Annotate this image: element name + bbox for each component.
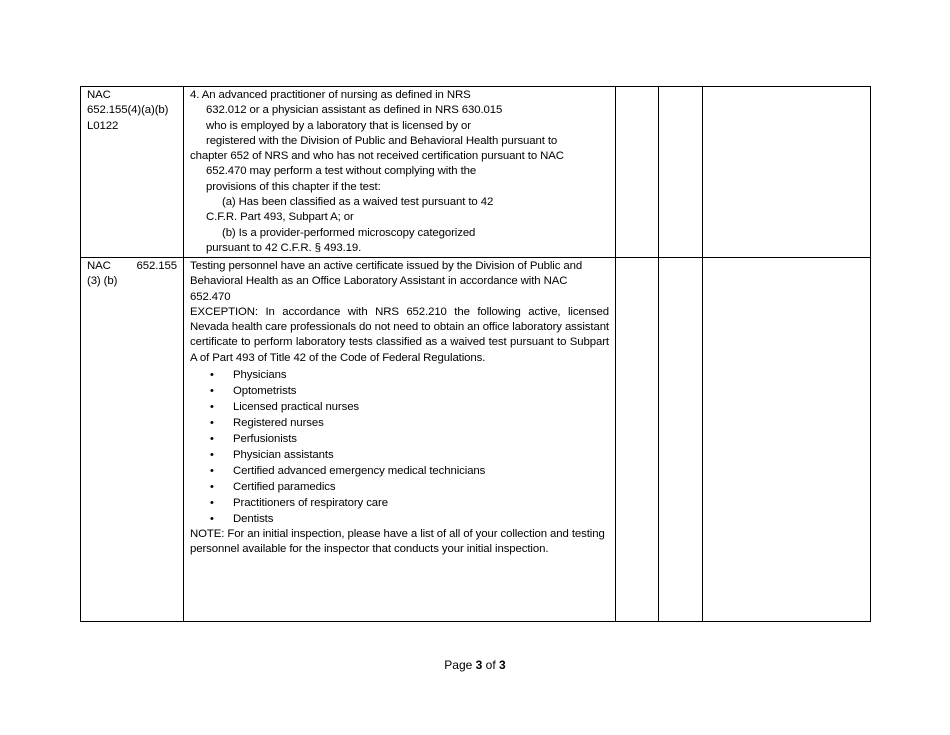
- requirement-line: pursuant to 42 C.F.R. § 493.19.: [206, 241, 362, 254]
- citation-line: L0122: [87, 119, 119, 132]
- check-cell: [616, 87, 659, 258]
- page-footer: [0, 658, 950, 672]
- requirement-line: registered with the Division of Public and Behavioral Health pursuant to: [206, 134, 558, 147]
- list-item: • Perfusionists: [233, 431, 609, 447]
- regulation-table: [80, 86, 871, 622]
- comment-cell: [703, 87, 871, 258]
- requirement-intro: Testing personnel have an active certificate issued by the Division of Public and Behavioral Health as an Office Laboratory Assistant in accordance with NAC 652.470: [190, 260, 583, 303]
- table-row: [81, 87, 871, 258]
- table-row: [81, 258, 871, 622]
- list-item: • Licensed practical nurses: [233, 399, 609, 415]
- requirement-line: (b) Is a provider-performed microscopy categorized: [222, 226, 476, 239]
- comment-cell: [703, 258, 871, 622]
- check-cell: [659, 258, 703, 622]
- personnel-list: [190, 367, 609, 527]
- requirement-line: chapter 652 of NRS and who has not received certification pursuant to NAC: [190, 150, 564, 163]
- check-cell: [616, 258, 659, 622]
- exception-text: EXCEPTION: In accordance with NRS 652.210 the following active, licensed Nevada health care professionals do not need to obtain an office laboratory assistant certificate to perform laboratory tests classified as a waived test pursuant to Subpart A of Part 493 of Title 42 of the Code of Federal Regulations.: [190, 305, 609, 364]
- list-item: • Optometrists: [233, 383, 609, 399]
- current-page-number: 3: [475, 658, 483, 672]
- list-item: • Dentists: [233, 511, 609, 527]
- requirement-line: (a) Has been classified as a waived test pursuant to 42: [222, 196, 494, 209]
- requirement-cell: [184, 87, 616, 258]
- requirement-line: 4. An advanced practitioner of nursing as defined in NRS: [190, 89, 471, 101]
- requirement-line: 652.470 may perform a test without complying with the: [206, 165, 477, 178]
- citation-line: 652.155(4)(a)(b): [87, 104, 169, 117]
- requirement-line: 632.012 or a physician assistant as defined in NRS 630.015: [206, 104, 503, 117]
- note-text: NOTE: For an initial inspection, please have a list of all of your collection and testing personnel available for the inspector that conducts your initial inspection.: [190, 528, 605, 556]
- citation-prefix: NAC: [87, 260, 111, 272]
- list-item: • Certified advanced emergency medical technicians: [233, 463, 609, 479]
- requirement-line: C.F.R. Part 493, Subpart A; or: [206, 211, 354, 224]
- citation-line: (3) (b): [87, 275, 118, 288]
- list-item: • Physician assistants: [233, 447, 609, 463]
- list-item: • Physicians: [233, 367, 609, 383]
- list-item: • Certified paramedics: [233, 479, 609, 495]
- citation-line: [87, 259, 177, 274]
- citation-line: NAC: [87, 89, 111, 101]
- citation-cell: [81, 87, 184, 258]
- total-pages-number: 3: [499, 658, 506, 672]
- page-label: Page: [444, 658, 476, 672]
- page-separator: of: [482, 658, 500, 672]
- citation-number: 652.155: [136, 260, 177, 272]
- requirement-cell: [184, 258, 616, 622]
- list-item: • Registered nurses: [233, 415, 609, 431]
- requirement-line: provisions of this chapter if the test:: [206, 180, 381, 193]
- citation-cell: [81, 258, 184, 622]
- requirement-line: who is employed by a laboratory that is licensed by or: [206, 119, 471, 132]
- list-item: • Practitioners of respiratory care: [233, 495, 609, 511]
- check-cell: [659, 87, 703, 258]
